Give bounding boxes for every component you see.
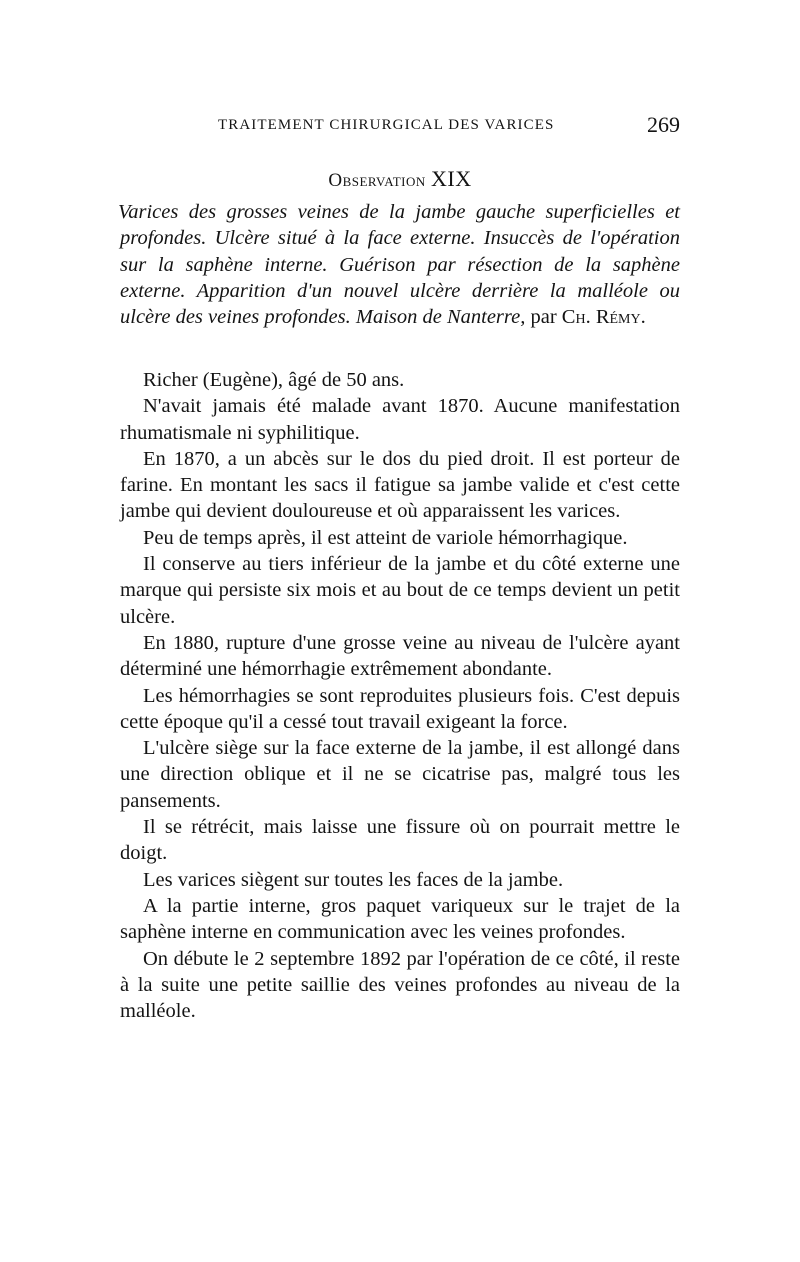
body-paragraph: Il conserve au tiers inférieur de la jambe et du côté externe une marque qui persiste six mois et au bout de ce temps devient un petit ulcère. [120, 553, 680, 628]
body-paragraph: Peu de temps après, il est atteint de variole hémorrhagique. [143, 526, 628, 549]
author-name: Ch. Rémy. [561, 306, 646, 329]
byline-prefix: par [530, 306, 557, 329]
body-paragraph: En 1880, rupture d'une grosse veine au niveau de l'ulcère ayant déterminé une hémorrhagie extrêmement abondante. [120, 631, 680, 681]
body-paragraph: Richer (Eugène), âgé de 50 ans. [143, 369, 405, 391]
body-paragraph: Les varices siègent sur toutes les faces de la jambe. [143, 868, 564, 891]
body-paragraph: En 1870, a un abcès sur le dos du pied droit. Il est porteur de farine. En montant les sacs il fatigue sa jambe valide et c'est cette jambe qui devient douloureuse et où apparaissent les varices. [120, 447, 680, 523]
body-text [120, 367, 680, 1024]
running-title: TRAITEMENT CHIRURGICAL DES VARICES [218, 117, 555, 133]
abstract-paragraph [120, 199, 680, 330]
body-paragraph: On débute le 2 septembre 1892 par l'opération de ce côté, il reste à la suite une petite saillie des veines profondes au niveau de la malléole. [120, 947, 680, 1023]
abstract-text: Varices des grosses veines de la jambe gauche superficielles et profondes. Ulcère situé à la face externe. Insuccès de l'opération sur la saphène interne. Guérison par résection de la saphène externe. Apparition d'un nouvel ulcère derrière la malléole ou ulcère des veines profondes. Maison de Nanterre, [118, 201, 680, 329]
body-paragraph: L'ulcère siège sur la face externe de la jambe, il est allongé dans une direction oblique et il ne se cicatrise pas, malgré tous les pansements. [120, 737, 680, 812]
observation-abstract [120, 199, 680, 330]
body-paragraph: A la partie interne, gros paquet variqueux sur le trajet de la saphène interne en communication avec les veines profondes. [120, 894, 680, 944]
body-paragraph: Les hémorrhagies se sont reproduites plusieurs fois. C'est depuis cette époque qu'il a cessé tout travail exigeant la force. [120, 684, 680, 733]
observation-number: XIX [431, 166, 472, 191]
page-number: 269 [647, 112, 680, 137]
observation-label: Observation [328, 170, 426, 191]
running-header [118, 112, 680, 142]
body-paragraph: Il se rétrécit, mais laisse une fissure où on pourrait mettre le doigt. [120, 816, 680, 865]
body-paragraph: N'avait jamais été malade avant 1870. Aucune manifestation rhumatismale ni syphilitique. [120, 395, 680, 444]
observation-heading [0, 166, 800, 192]
